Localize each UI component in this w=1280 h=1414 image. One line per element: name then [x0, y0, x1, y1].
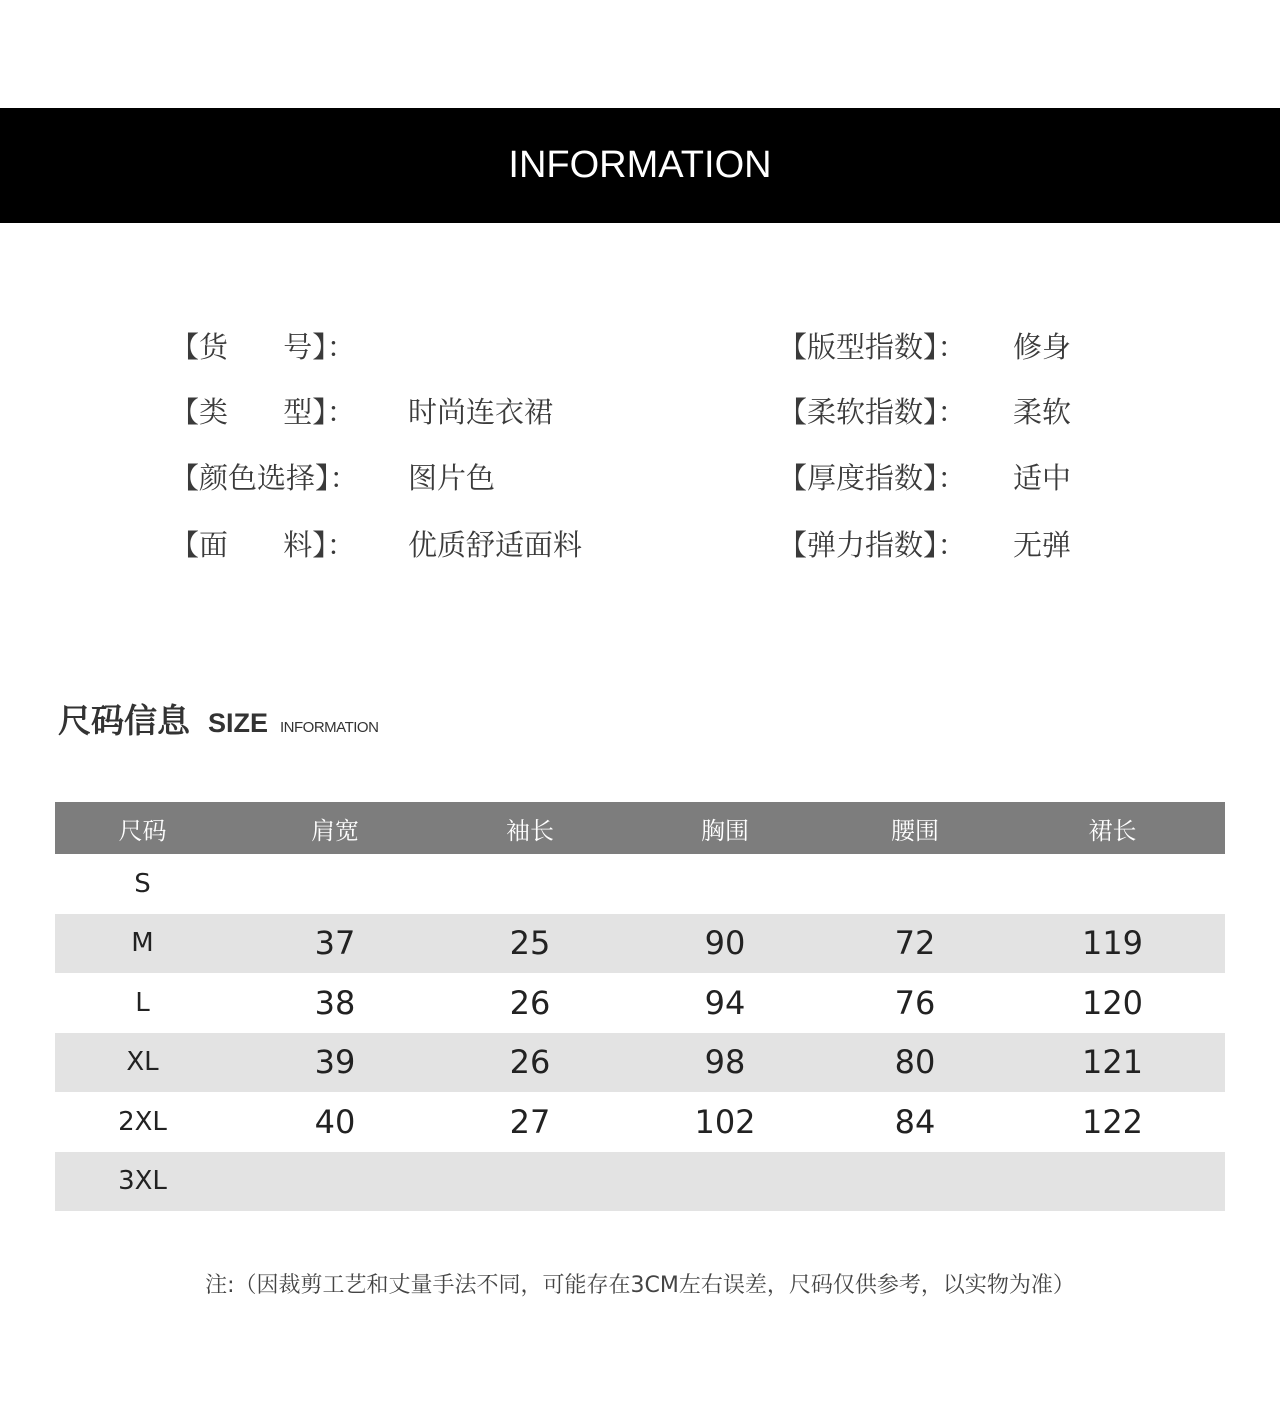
info-value: 图片色 [408, 460, 496, 495]
info-row-fabric [0, 518, 1280, 568]
info-label: 【货 号】： [170, 329, 356, 364]
info-label: 【面 料】： [170, 527, 356, 562]
table-cell: XL [126, 1047, 159, 1078]
table-cell: 25 [509, 924, 551, 963]
info-value: 修身 [1013, 329, 1072, 364]
size-heading-en: SIZE [208, 708, 269, 738]
info-label: 【柔软指数】： [778, 394, 967, 429]
table-cell: 80 [894, 1043, 936, 1082]
table-cell: 121 [1081, 1043, 1144, 1082]
table-cell: 84 [894, 1102, 936, 1141]
table-cell: 98 [704, 1043, 746, 1082]
info-value: 柔软 [1013, 394, 1072, 429]
header-cell-bust: 胸围 [701, 816, 749, 845]
table-cell: 37 [314, 924, 356, 963]
table-cell: 26 [509, 1043, 551, 1082]
info-row-color [0, 451, 1280, 501]
info-label: 【版型指数】： [778, 329, 967, 364]
header-cell-size: 尺码 [118, 816, 167, 845]
table-cell: 90 [704, 924, 746, 963]
info-row-type [0, 385, 1280, 435]
table-cell: 38 [314, 983, 356, 1022]
size-table [55, 802, 1225, 1211]
table-cell: 26 [509, 983, 551, 1022]
table-cell: 27 [509, 1102, 551, 1141]
info-value: 无弹 [1013, 527, 1072, 562]
header-cell-sleeve: 袖长 [506, 816, 554, 845]
info-value: 时尚连衣裙 [408, 394, 554, 429]
info-label: 【厚度指数】： [778, 460, 967, 495]
table-cell: 3XL [118, 1166, 167, 1197]
table-cell: 72 [894, 924, 936, 963]
table-row [55, 973, 1225, 1033]
header-cell-shoulder: 肩宽 [311, 816, 359, 845]
table-cell: M [131, 928, 154, 959]
info-value: 优质舒适面料 [408, 527, 583, 562]
product-info-grid [0, 320, 1280, 590]
header-cell-length: 裙长 [1088, 816, 1137, 845]
info-label: 【弹力指数】： [778, 527, 967, 562]
table-row [55, 1092, 1225, 1152]
info-label: 【颜色选择】： [170, 460, 359, 495]
table-row [55, 914, 1225, 974]
table-cell: 122 [1081, 1102, 1144, 1141]
table-row [55, 854, 1225, 914]
table-cell: L [135, 987, 150, 1018]
size-heading-cn: 尺码信息 [58, 701, 190, 740]
table-cell: S [134, 868, 151, 899]
table-header [55, 802, 1225, 854]
information-banner [0, 108, 1280, 223]
table-cell: 94 [704, 983, 746, 1022]
size-section-heading [58, 695, 378, 742]
size-heading-sub: INFORMATION [280, 719, 379, 736]
banner-title: INFORMATION [508, 144, 772, 186]
info-row-item-number [0, 320, 1280, 370]
table-cell: 119 [1081, 924, 1144, 963]
table-cell: 120 [1081, 983, 1144, 1022]
table-cell: 76 [894, 983, 936, 1022]
table-row [55, 1033, 1225, 1093]
header-cell-waist: 腰围 [891, 816, 939, 845]
table-cell: 40 [314, 1102, 356, 1141]
table-cell: 39 [314, 1043, 356, 1082]
table-cell: 2XL [118, 1106, 167, 1137]
table-cell: 102 [694, 1102, 756, 1141]
table-row [55, 1152, 1225, 1212]
info-value: 适中 [1013, 460, 1072, 495]
info-label: 【类 型】： [170, 394, 356, 429]
measurement-note: 注:（因裁剪工艺和丈量手法不同，可能存在3CM左右误差，尺码仅供参考，以实物为准） [205, 1273, 1075, 1298]
